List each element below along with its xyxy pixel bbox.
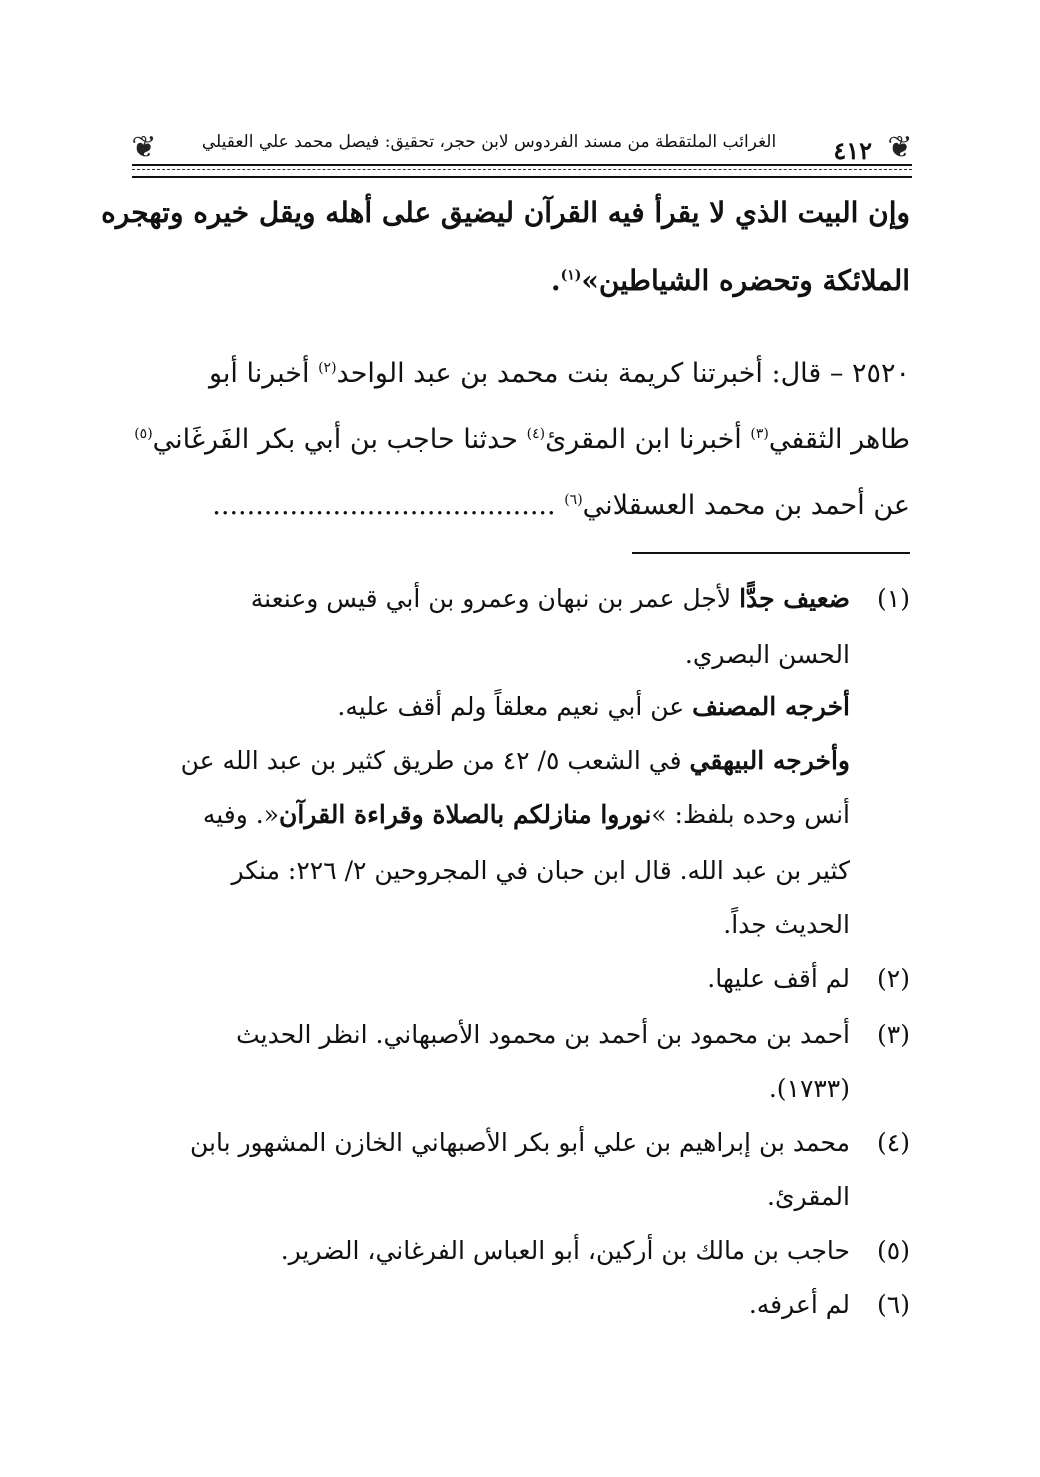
- footnote-4: (٤)محمد بن إبراهيم بن علي أبو بكر الأصبهاني الخازن المشهور بابن: [189, 1128, 910, 1157]
- footnote-separator: [632, 552, 910, 554]
- footnote-5: (٥)حاجب بن مالك بن أركين، أبو العباس الفرغاني، الضرير.: [280, 1236, 910, 1265]
- footnote-number: (٣): [877, 1020, 910, 1049]
- footnote-ref[interactable]: (٢): [318, 360, 337, 376]
- footnote-6: (٦)لم أعرفه.: [748, 1290, 910, 1319]
- footnote-line: الحسن البصري.: [684, 640, 850, 669]
- main-text-line: وإن البيت الذي لا يقرأ فيه القرآن ليضيق على أهله ويقل خيره وتهجره: [101, 196, 910, 229]
- footnote-ref[interactable]: (١): [560, 267, 582, 284]
- footnote-number: (٢): [877, 964, 910, 993]
- footnote-line: أنس وحده بلفظ: »نوروا منازلكم بالصلاة وقراءة القرآن«. وفيه: [202, 800, 850, 829]
- page-number: ٤١٢: [833, 136, 872, 165]
- footnote-ref[interactable]: (٥): [134, 426, 153, 442]
- hadith-line: طاهر الثقفي$^{(٣)}$ أخبرنا ابن المقرئ$^{(٤)}$ حدثنا حاجب بن أبي بكر الفَرغَاني$^{(٥)}$: [134, 424, 910, 455]
- header-rule: [132, 164, 912, 178]
- footnote-2: (٢)لم أقف عليها.: [707, 964, 910, 993]
- footnote-ref[interactable]: (٦): [564, 492, 583, 508]
- footnote-line: وأخرجه البيهقي في الشعب ٥/ ٤٢ من طريق كثير بن عبد الله عن: [180, 746, 850, 775]
- footnote-number: (٥): [877, 1236, 910, 1265]
- footnote-line: أخرجه المصنف عن أبي نعيم معلقاً ولم أقف عليه.: [337, 692, 850, 721]
- footnote-number: (٦): [877, 1290, 910, 1319]
- running-title: الغرائب الملتقطة من مسند الفردوس لابن حجر، تحقيق: فيصل محمد علي العقيلي: [201, 132, 777, 152]
- footnote-line: الحديث جداً.: [723, 910, 850, 939]
- hadith-line: ٢٥٢٠ – قال: أخبرتنا كريمة بنت محمد بن عبد الواحد$^{(٢)}$ أخبرنا أبو: [208, 358, 910, 389]
- floral-ornament-icon: ❦: [131, 130, 157, 165]
- footnote-line: المقرئ.: [767, 1182, 850, 1211]
- footnote-number: (٤): [877, 1128, 910, 1157]
- footnote-ref[interactable]: (٤): [526, 426, 546, 442]
- floral-ornament-icon: ❦: [887, 130, 913, 165]
- page-header: [132, 120, 912, 182]
- footnote-line: (١٧٣٣).: [768, 1074, 850, 1103]
- main-text-line: الملائكة وتحضره الشياطين»$^{(١)}$.: [550, 264, 910, 297]
- footnote-3: (٣)أحمد بن محمود بن أحمد بن محمود الأصبهاني. انظر الحديث: [236, 1020, 910, 1049]
- footnote-number: (١): [877, 584, 910, 613]
- hadith-line: عن أحمد بن محمد العسقلاني$^{(٦)}$ ........................................: [212, 490, 910, 521]
- footnote-line: كثير بن عبد الله. قال ابن حبان في المجروحين ٢/ ٢٢٦: منكر: [231, 856, 850, 885]
- footnote-ref[interactable]: (٣): [750, 426, 769, 442]
- footnote-1: (١)ضعيف جدًّا لأجل عمر بن نبهان وعمرو بن أبي قيس وعنعنة: [250, 584, 910, 613]
